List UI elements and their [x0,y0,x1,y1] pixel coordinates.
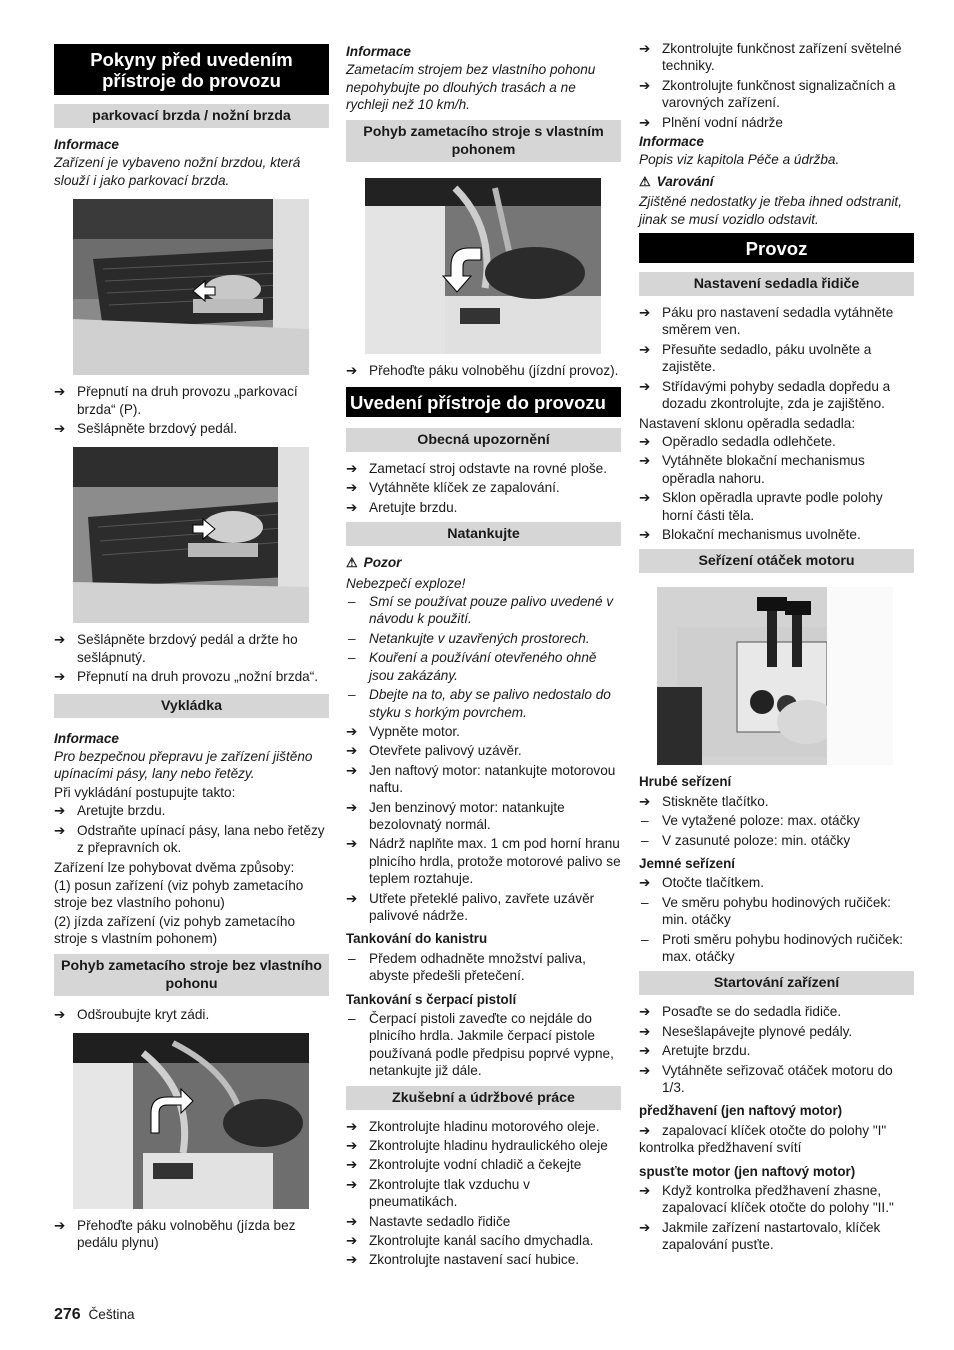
list-item: – Dbejte na to, aby se palivo nedostalo do styku s horkým povrchem. [348,687,611,720]
list-item: – Čerpací pistoli zaveďte co nejdále do plnicího hrdla. Jakmile čerpací pistole používaná podle předpisu poprvé vypne, netankujte již dále. [348,1011,614,1079]
info-text: Zařízení je vybaveno nožní brzdou, která slouží i jako parkovací brzda. [54,155,301,188]
heading-seat: Nastavení sedadla řidiče [639,272,914,296]
body-text: (1) posun zařízení (viz pohyb zametacího stroje bez vlastního pohonu) [54,877,304,911]
body-text: Při vykládání postupujte takto: [54,784,236,800]
list-item: ➔ Zkontrolujte vodní chladič a čekejte [346,1157,582,1173]
list-item: ➔ Zkontrolujte hladinu motorového oleje. [346,1118,600,1134]
list-item: ➔ Přehoďte páku volnoběhu (jízda bez pedálu plynu) [54,1217,296,1251]
heading-refuel: Natankujte [346,522,621,546]
list-item: ➔ zapalovací klíček otočte do polohy "I" [639,1122,887,1138]
list-item: – Předem odhadněte množství paliva, abyste předešli přetečení. [348,950,586,984]
page-number: 276 [54,1306,81,1323]
list-item: ➔ Nastavte sedadlo řidiče [346,1213,511,1229]
warning-text: Zjištěné nedostatky je třeba ihned odstranit, jinak se musí vozidlo odstavit. [639,194,902,227]
list-item: ➔ Zkontrolujte funkčnost signalizačních a varovných zařízení. [639,77,896,111]
info-text: Popis viz kapitola Péče a údržba. [639,152,840,168]
list-item: – Ve vytažené poloze: max. otáčky [641,813,860,829]
list-item: ➔ Aretujte brzdu. [639,1043,751,1059]
column-3 [639,40,914,1256]
photo-freewheel-lever [73,1033,329,1209]
list-item: – Smí se používat pouze palivo uvedené v návodu k použití. [348,594,614,627]
warning-icon: ⚠ [346,555,358,571]
list-item: ➔ Páku pro nastavení sedadla vytáhněte směrem ven. [639,305,894,338]
photo-freewheel-lever-drive [365,178,621,354]
list-item: ➔ Zametací stroj odstavte na rovné ploše. [346,461,608,477]
heading-unloading: Vykládka [54,694,329,718]
list-item: ➔ Nesešlapávejte plynové pedály. [639,1023,853,1039]
photo-parking-brake-pedal [73,199,329,375]
body-text: Nastavení sklonu opěradla sedadla: [639,415,856,431]
list-item: ➔ Opěradlo sedadla odlehčete. [639,433,836,449]
heading-parking-brake: parkovací brzda / nožní brzda [54,104,329,128]
list-item: – Netankujte v uzavřených prostorech. [348,630,590,646]
list-item: ➔ Aretujte brzdu. [54,803,166,819]
body-text: kontrolka předžhavení svítí [639,1140,802,1156]
caution-text: Nebezpečí exploze! [346,575,466,591]
list-item: ➔ Střídavými pohyby sedadla dopředu a dozadu zkontrolujte, zda je zajištěno. [639,378,891,412]
list-item: ➔ Zkontrolujte nastavení sací hubice. [346,1252,580,1268]
list-item: ➔ Vytáhněte seřizovač otáček motoru do 1/3. [639,1062,893,1096]
subheading-canister: Tankování do kanistru [346,931,488,947]
list-item: – Proti směru pohybu hodinových ručiček: max. otáčky [641,931,904,964]
list-item: ➔ Zkontrolujte kanál sacího dmychadla. [346,1233,594,1249]
subheading-pistol: Tankování s čerpací pistolí [346,991,517,1007]
list-item: ➔ Zkontrolujte funkčnost zařízení světelné techniky. [639,41,902,74]
list-item: ➔ Sešlápněte brzdový pedál a držte ho sešlápnutý. [54,632,298,665]
heading-no-drive: Pohyb zametacího stroje bez vlastního pohonu [54,954,329,996]
list-item: ➔ Zkontrolujte hladinu hydraulického oleje [346,1138,608,1154]
list-item: ➔ Plnění vodní nádrže [639,114,783,130]
list-item: ➔ Vypněte motor. [346,723,460,739]
list-item: ➔ Přesuňte sedadlo, páku uvolněte a zajistěte. [639,341,872,375]
list-item: ➔ Otevřete palivový uzávěr. [346,743,522,759]
heading-start: Startování zařízení [639,971,914,995]
info-text: Pro bezpečnou přepravu je zařízení jištěno upínacími pásy, lany nebo řetězy. [54,749,313,782]
subheading-fine: Jemné seřízení [639,855,736,871]
info-label: Informace [54,137,119,152]
heading-general: Obecná upozornění [346,428,621,452]
heading-self-drive: Pohyb zametacího stroje s vlastním pohonem [346,120,621,162]
list-item: ➔ Přepnutí na druh provozu „parkovací brzda“ (P). [54,384,298,417]
list-item: ➔ Stiskněte tlačítko. [639,793,769,809]
list-item: ➔ Posaďte se do sedadla řidiče. [639,1004,842,1020]
section-title-pre-operation: Pokyny před uvedením přístroje do provozu [54,44,329,95]
list-item: ➔ Přehoďte páku volnoběhu (jízdní provoz). [346,362,619,378]
page-footer [54,1306,135,1323]
body-text: Zařízení lze pohybovat dvěma způsoby: [54,859,295,875]
photo-engine-speed-control [657,587,914,765]
heading-tests: Zkušební a údržbové práce [346,1086,621,1110]
warning-icon: ⚠ [639,173,651,189]
caution-label: ⚠ Pozor [346,555,402,571]
info-label: Informace [639,134,704,150]
list-item: ➔ Sešlápněte brzdový pedál. [54,421,238,437]
heading-rpm: Seřízení otáček motoru [639,549,914,573]
info-label: Informace [346,44,411,59]
list-item: ➔ Nádrž naplňte max. 1 cm pod horní hranu plnicího hrdla, protože motorové palivo se teplem roztahuje. [346,836,621,887]
list-item: ➔ Jakmile zařízení nastartovalo, klíček zapalování pusťte. [639,1219,881,1253]
photo-foot-brake-pedal [73,447,329,623]
list-item: ➔ Blokační mechanismus uvolněte. [639,526,861,542]
subheading-diesel-start: spusťte motor (jen naftový motor) [639,1163,856,1179]
section-title-startup: Uvedení přístroje do provozu [346,387,621,417]
language-label: Čeština [88,1307,135,1322]
list-item: ➔ Přepnutí na druh provozu „nožní brzda“. [54,669,319,685]
list-item: – Kouření a používání otevřeného ohně jsou zakázány. [348,650,597,683]
list-item: ➔ Utřete přeteklé palivo, zavřete uzávěr palivové nádrže. [346,890,595,923]
column-1 [54,40,329,1254]
warning-label: ⚠ Varování [639,173,714,189]
section-title-operation: Provoz [639,233,914,263]
list-item: ➔ Otočte tlačítkem. [639,875,764,891]
body-text: (2) jízda zařízení (viz pohyb zametacího stroje s vlastním pohonem) [54,913,296,947]
column-2 [346,40,621,1271]
info-label: Informace [54,730,119,746]
list-item: ➔ Když kontrolka předžhavení zhasne, zapalovací klíček otočte do polohy "II." [639,1183,894,1216]
list-item: ➔ Odstraňte upínací pásy, lana nebo řetězy z přepravních ok. [54,822,325,856]
list-item: ➔ Vytáhněte klíček ze zapalování. [346,480,560,496]
list-item: ➔ Odšroubujte kryt zádi. [54,1006,210,1022]
info-text: Zametacím strojem bez vlastního pohonu nepohybujte po dlouhých trasách a ne rychleji než 10 km/h. [346,62,596,113]
list-item: ➔ Sklon opěradla upravte podle polohy horní části těla. [639,490,883,523]
list-item: ➔ Jen naftový motor: natankujte motorovou naftu. [346,762,616,796]
list-item: – V zasunuté poloze: min. otáčky [641,832,851,848]
subheading-coarse: Hrubé seřízení [639,774,732,790]
subheading-preheat: předžhavení (jen naftový motor) [639,1103,843,1119]
list-item: ➔ Vytáhněte blokační mechanismus opěradla nahoru. [639,453,865,486]
list-item: ➔ Aretujte brzdu. [346,499,458,515]
list-item: – Ve směru pohybu hodinových ručiček: min. otáčky [641,894,891,928]
list-item: ➔ Jen benzinový motor: natankujte bezolovnatý normál. [346,799,565,832]
list-item: ➔ Zkontrolujte tlak vzduchu v pneumatikách. [346,1176,530,1210]
